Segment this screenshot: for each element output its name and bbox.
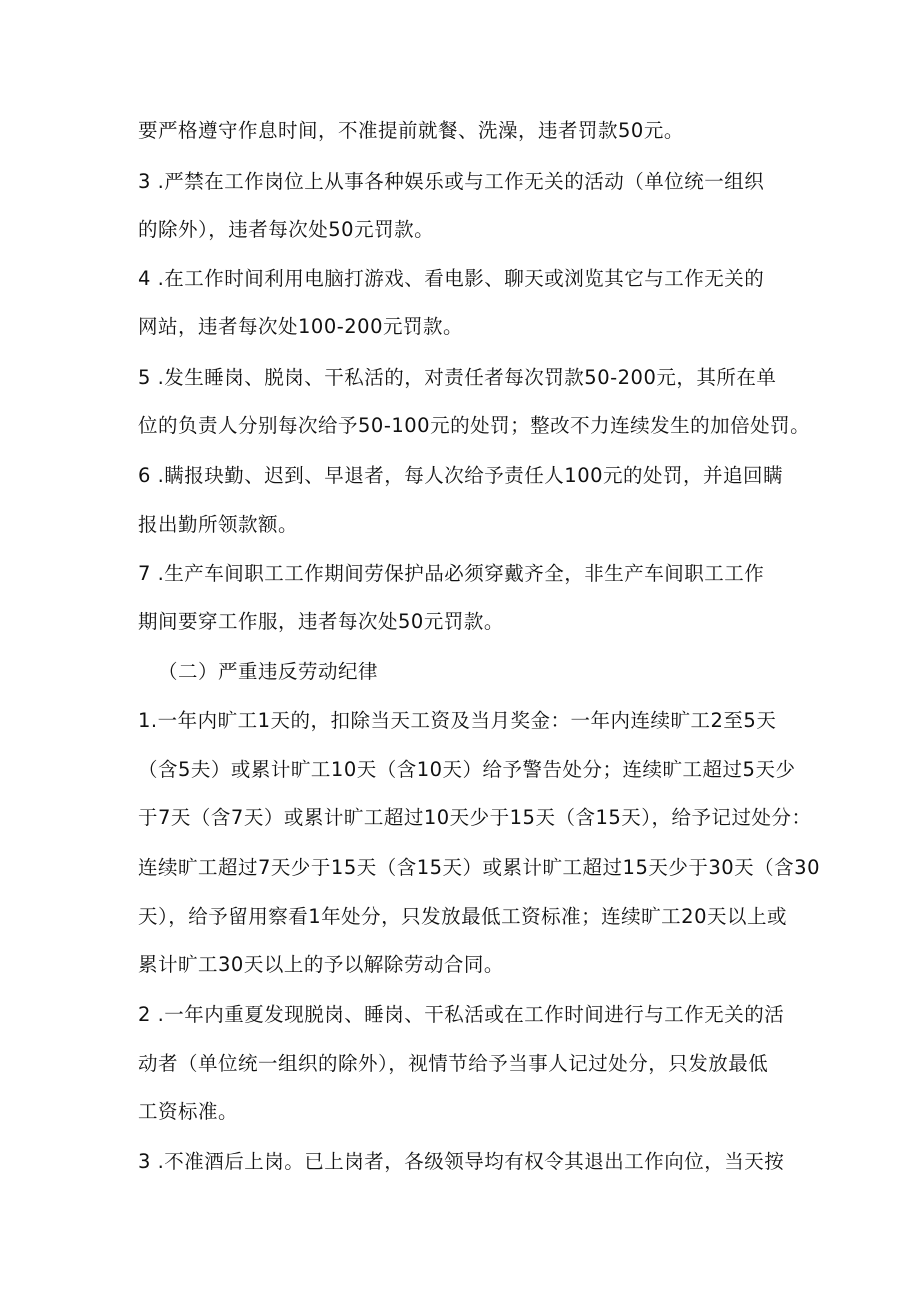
text-line: 于7天（含7天）或累计旷工超过10天少于15天（含15天），给予记过处分： xyxy=(138,806,812,829)
text-line: 4 .在工作时间利用电脑打游戏、看电影、聊天或浏览其它与工作无关的 xyxy=(138,267,765,290)
text-line: 累计旷工30天以上的予以解除劳动合同。 xyxy=(138,953,504,976)
text-line: 2 .一年内重夏发现脱岗、睡岗、干私活或在工作时间进行与工作无关的活 xyxy=(138,1003,785,1026)
text-line: 位的负责人分别每次给予50-100元的处罚；整改不力连续发生的加倍处罚。 xyxy=(138,414,811,437)
text-line: 5 .发生睡岗、脱岗、干私活的，对责任者每次罚款50-200元，其所在单 xyxy=(138,366,777,389)
text-line: 的除外），违者每次处50元罚款。 xyxy=(138,218,435,241)
text-line: 动者（单位统一组织的除外），视情节给予当事人记过处分，只发放最低 xyxy=(138,1052,769,1075)
text-line: 期间要穿工作服，违者每次处50元罚款。 xyxy=(138,610,504,633)
text-line: 连续旷工超过7天少于15天（含15天）或累计旷工超过15天少于30天（含30 xyxy=(138,856,820,879)
section-heading: （二）严重违反劳动纪律 xyxy=(158,660,379,683)
text-line: 要严格遵守作息时间，不准提前就餐、洗澡，违者罚款50元。 xyxy=(138,119,684,142)
text-line: 3 .不准酒后上岗。已上岗者，各级领导均有权令其退出工作向位，当天按 xyxy=(138,1150,785,1173)
text-line: 网站，违者每次处100-200元罚款。 xyxy=(138,315,463,338)
text-line: （含5夫）或累计旷工10天（含10天）给予警告处分；连续旷工超过5天少 xyxy=(138,758,796,781)
text-line: 报出勤所领款额。 xyxy=(138,513,299,536)
text-line: 工资标准。 xyxy=(138,1100,239,1123)
text-line: 7 .生产车间职工工作期间劳保护品必须穿戴齐全，非生产车间职工工作 xyxy=(138,562,765,585)
text-line: 6 .瞒报玦勤、迟到、早退者，每人次给予责任人100元的处罚，并追回瞒 xyxy=(138,464,784,487)
text-line: 天），给予留用察看1年处分，只发放最低工资标准；连续旷工20天以上或 xyxy=(138,905,787,928)
text-line: 3 .严禁在工作岗位上从事各种娱乐或与工作无关的活动（单位统一组织 xyxy=(138,170,765,193)
text-line: 1.一年内旷工1天的，扣除当天工资及当月奖金：一年内连续旷工2至5天 xyxy=(138,709,777,732)
